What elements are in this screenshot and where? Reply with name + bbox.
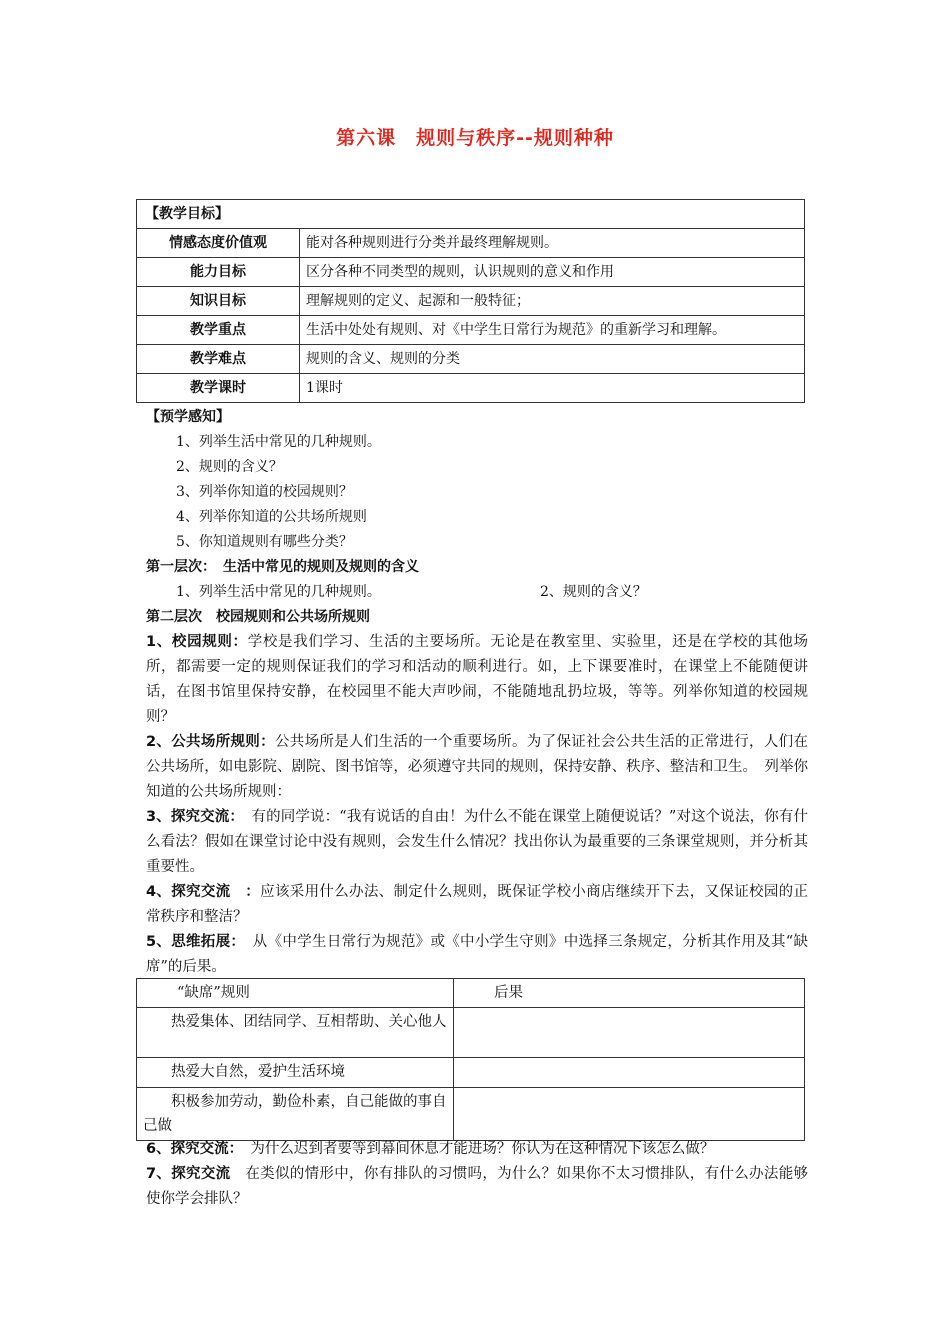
- preview-item: 2、规则的含义？: [176, 459, 283, 475]
- goal-value: 能对各种规则进行分类并最终理解规则。: [300, 229, 805, 258]
- section-item: [146, 930, 808, 980]
- section-label: 5、思维拓展：: [146, 934, 238, 950]
- level1-q1: 1、列举生活中常见的几种规则。: [176, 584, 381, 600]
- preview-header: 【预学感知】: [146, 409, 230, 425]
- goal-label: 情感态度价值观: [137, 229, 300, 258]
- goal-label: 能力目标: [137, 258, 300, 287]
- rules-col2-header: 后果: [454, 979, 805, 1008]
- section-text: 应该采用什么办法、制定什么规则，既保证学校小商店继续开下去，又保证校园的正常秩序和整洁？: [146, 884, 808, 925]
- level2-title: 第二层次 校园规则和公共场所规则: [146, 609, 370, 625]
- after-block: [146, 1137, 808, 1212]
- goals-header: 【教学目标】: [137, 200, 805, 229]
- goal-label: 教学课时: [137, 374, 300, 403]
- section-text: 从《中学生日常行为规范》或《中小学生守则》中选择三条规定，分析其作用及其“缺席”的后果。: [146, 934, 808, 975]
- goal-label: 教学重点: [137, 316, 300, 345]
- goal-value: 生活中处处有规则、对《中学生日常行为规范》的重新学习和理解。: [300, 316, 805, 345]
- section-text: 在类似的情形中，你有排队的习惯吗，为什么？如果你不太习惯排队，有什么办法能够使你学会排队？: [146, 1166, 809, 1207]
- result-cell: [454, 1088, 805, 1141]
- section-item: [146, 630, 808, 730]
- goal-value: 1课时: [300, 374, 805, 403]
- section-text: 有的同学说：“我有说话的自由！为什么不能在课堂上随便说话？”对这个说法，你有什么看法？假如在课堂讨论中没有规则，会发生什么情况？找出你认为最重要的三条课堂规则，并分析其重要性。: [146, 809, 808, 875]
- rules-col1-header: “缺席”规则: [137, 979, 454, 1008]
- section-label: 7、探究交流: [146, 1166, 231, 1182]
- preview-item: 5、你知道规则有哪些分类？: [176, 534, 353, 550]
- preview-item: 4、列举你知道的公共场所规则: [176, 509, 367, 525]
- level1-questions: [146, 580, 806, 605]
- section-text: 为什么迟到者要等到幕间休息才能进场？你认为在这种情况下该怎么做？: [235, 1141, 715, 1157]
- goal-value: 规则的含义、规则的分类: [300, 345, 805, 374]
- rule-cell: 积极参加劳动，勤俭朴素，自己能做的事自己做: [137, 1088, 454, 1141]
- section-item: [146, 1162, 808, 1212]
- preview-item: 3、列举你知道的校园规则？: [176, 484, 353, 500]
- section-label: 3、探究交流：: [146, 809, 237, 825]
- rules-table: [136, 978, 805, 1141]
- section-item: [146, 805, 808, 880]
- preview-section: [146, 405, 806, 630]
- section-label: 2、公共场所规则：: [146, 734, 275, 750]
- goal-label: 知识目标: [137, 287, 300, 316]
- rule-cell: 热爱集体、团结同学、互相帮助、关心他人: [137, 1008, 454, 1058]
- preview-item: 1、列举生活中常见的几种规则。: [176, 434, 381, 450]
- section-label: 4、探究交流 ：: [146, 884, 261, 900]
- page-title: 第六课 规则与秩序--规则种种: [336, 127, 614, 149]
- section-item: [146, 1137, 808, 1162]
- section-text: 学校是我们学习、生活的主要场所。无论是在教室里、实验里，还是在学校的其他场所，都需要一定的规则保证我们的学习和活动的顺利进行。如，上下课要准时，在课堂上不能随便讲话，在图书馆里保持安静，在校园里不能大声吵闹，不能随地乱扔垃圾，等等。列举你知道的校园规则？: [146, 634, 808, 725]
- result-cell: [454, 1058, 805, 1088]
- section-item: [146, 730, 808, 805]
- section-item: [146, 880, 808, 930]
- section-label: 1、校园规则：: [146, 634, 248, 650]
- section-label: 6、探究交流：: [146, 1141, 236, 1157]
- goal-value: 区分各种不同类型的规则，认识规则的意义和作用: [300, 258, 805, 287]
- rule-cell: 热爱大自然，爱护生活环境: [137, 1058, 454, 1088]
- goal-label: 教学难点: [137, 345, 300, 374]
- result-cell: [454, 1008, 805, 1058]
- goal-value: 理解规则的定义、起源和一般特征；: [300, 287, 805, 316]
- level1-q2: 2、规则的含义？: [540, 584, 647, 600]
- teaching-goals-table: [136, 199, 805, 403]
- level1-title: 第一层次： 生活中常见的规则及规则的含义: [146, 559, 419, 575]
- sections-block: [146, 630, 808, 980]
- section-text: 公共场所是人们生活的一个重要场所。为了保证社会公共生活的正常进行，人们在公共场所，如电影院、剧院、图书馆等，必须遵守共同的规则，保持安静、秩序、整洁和卫生。 列举你知道的公共场所规则：: [146, 734, 808, 800]
